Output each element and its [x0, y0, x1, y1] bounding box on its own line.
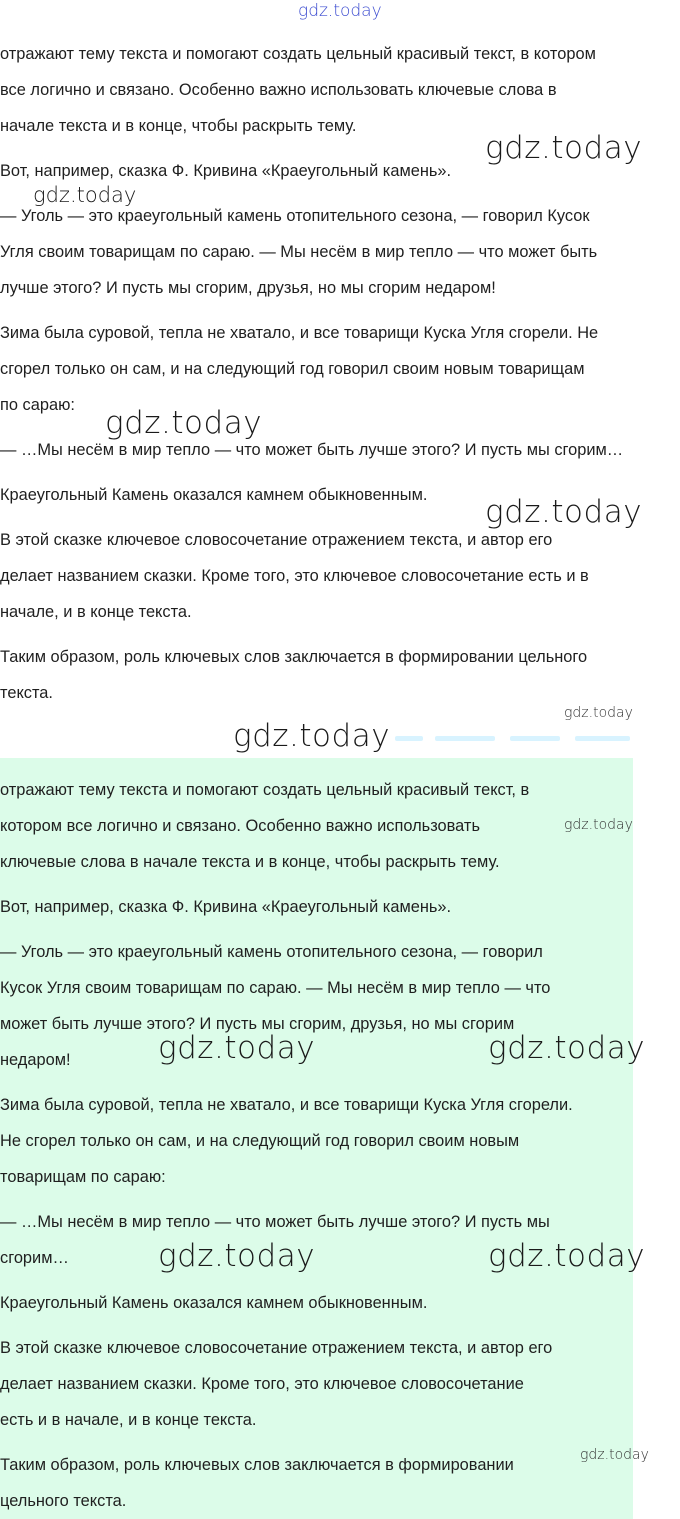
text-line: Таким образом, роль ключевых слов заключается в формировании: [0, 1456, 514, 1474]
text-line: есть и в начале, и в конце текста.: [0, 1411, 257, 1429]
text-line: — …Мы несём в мир тепло — что может быть лучше этого? И пусть мы: [0, 1213, 550, 1231]
text-line: по сараю:: [0, 396, 75, 414]
watermark: gdz.today: [485, 494, 643, 530]
watermark: gdz.today: [105, 405, 263, 441]
text-line: начале текста и в конце, чтобы раскрыть тему.: [0, 117, 357, 135]
text-line: отражают тему текста и помогают создать цельный красивый текст, в: [0, 781, 530, 799]
text-line: Зима была суровой, тепла не хватало, и все товарищи Куска Угля сгорели. Не: [0, 324, 599, 342]
text-line: Таким образом, роль ключевых слов заключается в формировании цельного: [0, 648, 588, 666]
text-line: товарищам по сараю:: [0, 1168, 166, 1186]
text-line: В этой сказке ключевое словосочетание отражением текста, и автор его: [0, 1339, 553, 1357]
watermark: gdz.today: [33, 183, 137, 207]
text-line: может быть лучше этого? И пусть мы сгорим, друзья, но мы сгорим: [0, 1015, 515, 1033]
text-line: отражают тему текста и помогают создать цельный красивый текст, в котором: [0, 45, 596, 63]
watermark: gdz.today: [564, 817, 633, 833]
watermark: gdz.today: [158, 1238, 316, 1274]
watermark: gdz.today: [580, 1447, 649, 1463]
text-line: сгорим…: [0, 1249, 69, 1267]
text-line: котором все логично и связано. Особенно важно использовать: [0, 817, 480, 835]
top-text-panel: [0, 0, 680, 740]
text-line: Зима была суровой, тепла не хватало, и все товарищи Куска Угля сгорели.: [0, 1096, 573, 1114]
text-line: сгорел только он сам, и на следующий год говорил своим новым товарищам: [0, 360, 585, 378]
text-line: цельного текста.: [0, 1492, 127, 1510]
watermark: gdz.today: [488, 1238, 646, 1274]
text-line: текста.: [0, 684, 53, 702]
text-line: — …Мы несём в мир тепло — что может быть лучше этого? И пусть мы сгорим…: [0, 441, 624, 459]
text-line: недаром!: [0, 1051, 71, 1069]
text-line: Краеугольный Камень оказался камнем обыкновенным.: [0, 486, 428, 504]
separator-strip: [395, 734, 635, 744]
text-line: Вот, например, сказка Ф. Кривина «Краеугольный камень».: [0, 162, 452, 180]
text-line: начале, и в конце текста.: [0, 603, 192, 621]
text-line: ключевые слова в начале текста и в конце, чтобы раскрыть тему.: [0, 853, 500, 871]
text-line: все логично и связано. Особенно важно использовать ключевые слова в: [0, 81, 557, 99]
text-line: Вот, например, сказка Ф. Кривина «Краеугольный камень».: [0, 898, 452, 916]
watermark: gdz.today: [158, 1030, 316, 1066]
text-line: лучше этого? И пусть мы сгорим, друзья, но мы сгорим недаром!: [0, 279, 496, 297]
text-line: делает названием сказки. Кроме того, это ключевое словосочетание: [0, 1375, 524, 1393]
text-line: В этой сказке ключевое словосочетание отражением текста, и автор его: [0, 531, 553, 549]
watermark: gdz.today: [298, 1, 382, 21]
watermark: gdz.today: [485, 130, 643, 166]
watermark: gdz.today: [233, 718, 391, 754]
watermark: gdz.today: [488, 1030, 646, 1066]
text-line: Краеугольный Камень оказался камнем обыкновенным.: [0, 1294, 428, 1312]
text-line: делает названием сказки. Кроме того, это ключевое словосочетание есть и в: [0, 567, 589, 585]
watermark: gdz.today: [564, 705, 633, 721]
text-line: Угля своим товарищам по сараю. — Мы несём в мир тепло — что может быть: [0, 243, 598, 261]
text-line: — Уголь — это краеугольный камень отопительного сезона, — говорил: [0, 943, 543, 961]
text-line: Не сгорел только он сам, и на следующий год говорил своим новым: [0, 1132, 520, 1150]
text-line: Кусок Угля своим товарищам по сараю. — Мы несём в мир тепло — что: [0, 979, 551, 997]
bottom-text-panel: [0, 758, 633, 1519]
text-line: — Уголь — это краеугольный камень отопительного сезона, — говорил Кусок: [0, 207, 590, 225]
